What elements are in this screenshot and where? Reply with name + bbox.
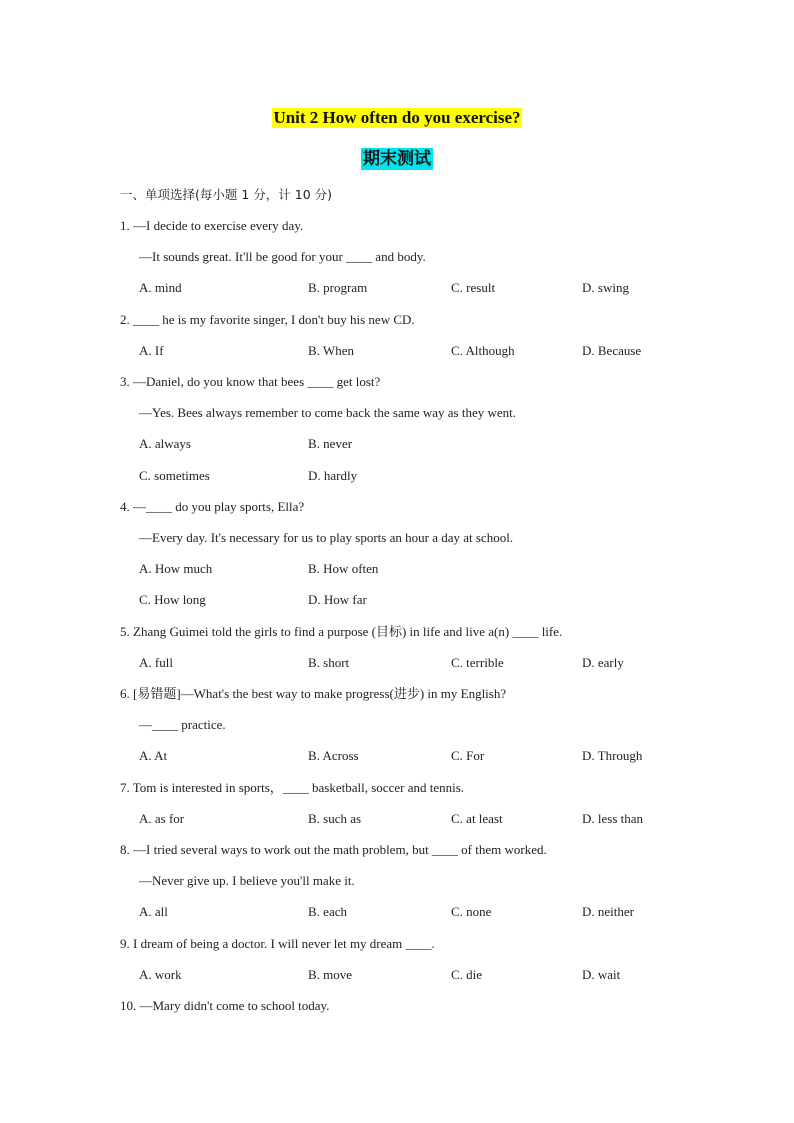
option-b: B. never	[308, 436, 353, 451]
option-c: C. How long	[139, 592, 206, 607]
option-d: D. Because	[582, 343, 642, 358]
question-stem: 2. ____ he is my favorite singer, I don't buy his new CD.	[120, 312, 415, 327]
option-c: C. die	[451, 967, 483, 982]
page-subtitle: 期末测试	[363, 149, 431, 169]
option-b: B. Across	[308, 748, 359, 763]
option-b: B. program	[308, 280, 368, 295]
title-row	[0, 108, 794, 128]
option-d: D. How far	[308, 592, 367, 607]
option-a: A. full	[139, 655, 173, 670]
question-stem: 7. Tom is interested in sports，____ basketball, soccer and tennis.	[120, 780, 465, 795]
question-line: —Never give up. I believe you'll make it.	[139, 873, 355, 888]
option-b: B. How often	[308, 561, 379, 576]
option-d: D. wait	[582, 967, 621, 982]
option-b: B. When	[308, 343, 354, 358]
question-stem: 10. —Mary didn't come to school today.	[120, 998, 330, 1013]
option-c: C. For	[451, 748, 485, 763]
option-d: D. neither	[582, 904, 634, 919]
option-b: B. such as	[308, 811, 362, 826]
question-line: —Yes. Bees always remember to come back the same way as they went.	[139, 405, 517, 420]
subtitle-row	[0, 148, 794, 170]
question-stem: 1. —I decide to exercise every day.	[120, 218, 304, 233]
question-stem: 3. —Daniel, do you know that bees ____ get lost?	[120, 374, 381, 389]
option-a: A. How much	[139, 561, 213, 576]
option-d: D. Through	[582, 748, 643, 763]
option-d: D. less than	[582, 811, 644, 826]
option-a: A. work	[139, 967, 182, 982]
page-title: Unit 2 How often do you exercise?	[273, 108, 521, 127]
option-a: A. mind	[139, 280, 182, 295]
option-a: A. always	[139, 436, 191, 451]
option-c: C. result	[451, 280, 496, 295]
option-a: A. all	[139, 904, 168, 919]
option-d: D. early	[582, 655, 624, 670]
option-b: B. each	[308, 904, 347, 919]
option-c: C. terrible	[451, 655, 504, 670]
option-a: A. as for	[139, 811, 185, 826]
question-line: —It sounds great. It'll be good for your ____ and body.	[139, 249, 426, 264]
option-b: B. short	[308, 655, 350, 670]
question-stem: 9. I dream of being a doctor. I will never let my dream ____.	[120, 936, 435, 951]
option-d: D. hardly	[308, 468, 358, 483]
question-stem: 8. —I tried several ways to work out the math problem, but ____ of them worked.	[120, 842, 547, 857]
question-line: —Every day. It's necessary for us to play sports an hour a day at school.	[139, 530, 514, 545]
question-stem: 6. [易错题]—What's the best way to make progress(进步) in my English?	[120, 686, 507, 701]
question-stem: 5. Zhang Guimei told the girls to find a purpose (目标) in life and live a(n) ____ life.	[120, 624, 563, 639]
option-c: C. sometimes	[139, 468, 210, 483]
option-a: A. If	[139, 343, 164, 358]
option-c: C. none	[451, 904, 492, 919]
option-c: C. at least	[451, 811, 503, 826]
option-a: A. At	[139, 748, 168, 763]
question-stem: 4. —____ do you play sports, Ella?	[120, 499, 305, 514]
section-heading: 一、单项选择(每小题 1 分，计 10 分)	[120, 187, 333, 202]
question-line: —____ practice.	[139, 717, 226, 732]
option-c: C. Although	[451, 343, 515, 358]
option-d: D. swing	[582, 280, 629, 295]
option-b: B. move	[308, 967, 353, 982]
